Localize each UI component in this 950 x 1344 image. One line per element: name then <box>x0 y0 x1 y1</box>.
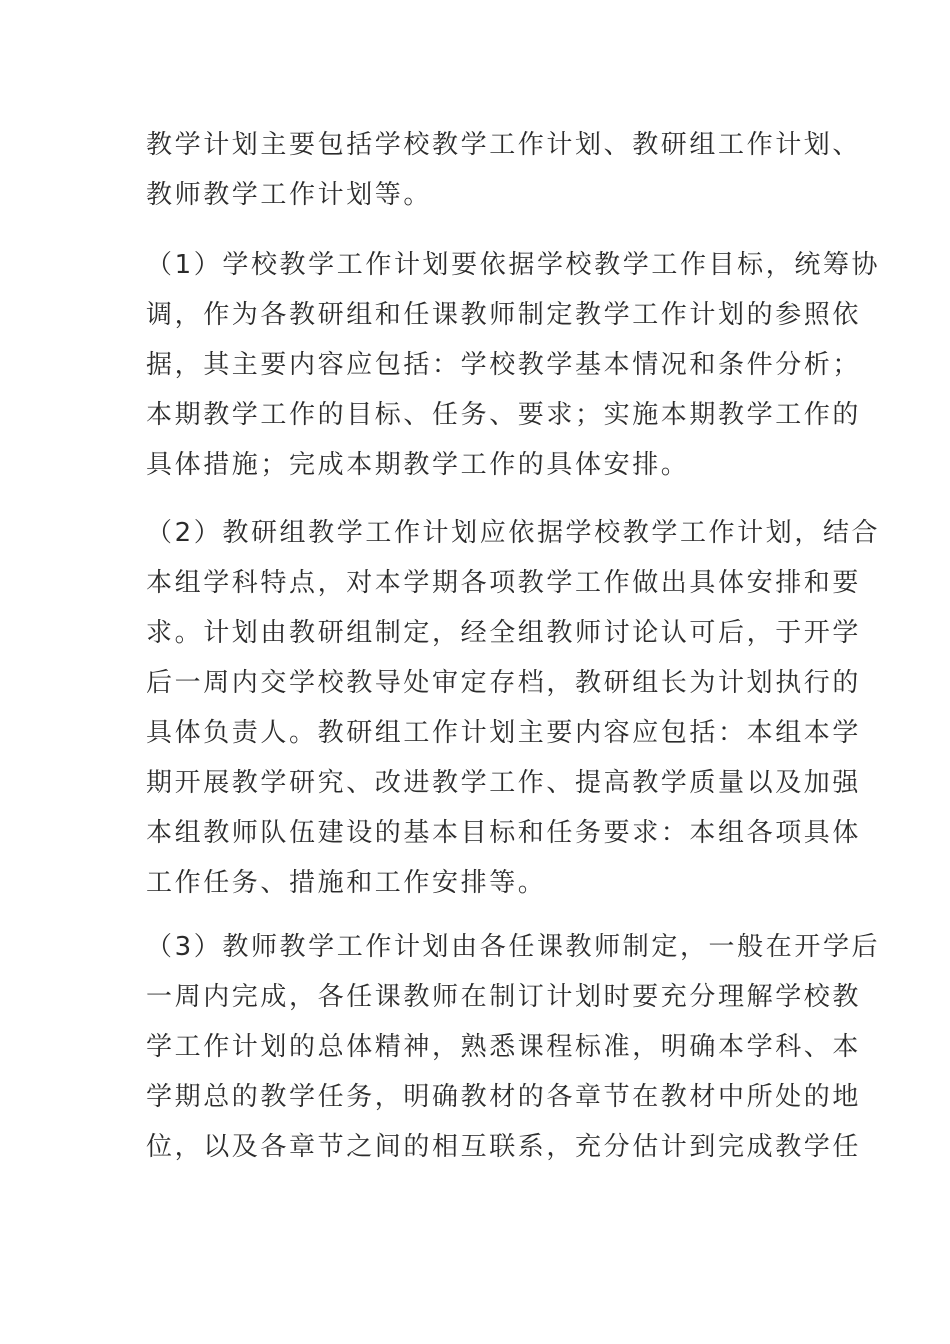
text-line: 一周内完成，各任课教师在制订计划时要充分理解学校教 <box>146 982 862 1012</box>
intro-paragraph <box>146 120 862 220</box>
item-3-paragraph <box>146 922 881 1172</box>
text-line: 调，作为各教研组和任课教师制定教学工作计划的参照依 <box>146 300 862 330</box>
text-line: （3）教师教学工作计划由各任课教师制定，一般在开学后 <box>146 932 881 962</box>
text-line: 后一周内交学校教导处审定存档，教研组长为计划执行的 <box>146 668 862 698</box>
text-line: 本组学科特点，对本学期各项教学工作做出具体安排和要 <box>146 568 862 598</box>
text-line: 学期总的教学任务，明确教材的各章节在教材中所处的地 <box>146 1082 862 1112</box>
text-line: 工作任务、措施和工作安排等。 <box>146 868 547 898</box>
item-2-paragraph <box>146 508 881 908</box>
text-line: 本组教师队伍建设的基本目标和任务要求：本组各项具体 <box>146 818 862 848</box>
item-1-paragraph <box>146 240 881 490</box>
text-line: 教师教学工作计划等。 <box>146 180 433 210</box>
text-line: 本期教学工作的目标、任务、要求；实施本期教学工作的 <box>146 400 862 430</box>
text-line: 具体措施；完成本期教学工作的具体安排。 <box>146 450 690 480</box>
text-line: （1）学校教学工作计划要依据学校教学工作目标，统筹协 <box>146 250 881 280</box>
text-line: 学工作计划的总体精神，熟悉课程标准，明确本学科、本 <box>146 1032 862 1062</box>
text-line: 据，其主要内容应包括：学校教学基本情况和条件分析； <box>146 350 862 380</box>
text-line: 位，以及各章节之间的相互联系，充分估计到完成教学任 <box>146 1132 862 1162</box>
text-line: 期开展教学研究、改进教学工作、提高教学质量以及加强 <box>146 768 862 798</box>
text-line: 求。计划由教研组制定，经全组教师讨论认可后，于开学 <box>146 618 862 648</box>
text-line: （2）教研组教学工作计划应依据学校教学工作计划，结合 <box>146 518 881 548</box>
text-line: 教学计划主要包括学校教学工作计划、教研组工作计划、 <box>146 130 862 160</box>
text-line: 具体负责人。教研组工作计划主要内容应包括：本组本学 <box>146 718 862 748</box>
